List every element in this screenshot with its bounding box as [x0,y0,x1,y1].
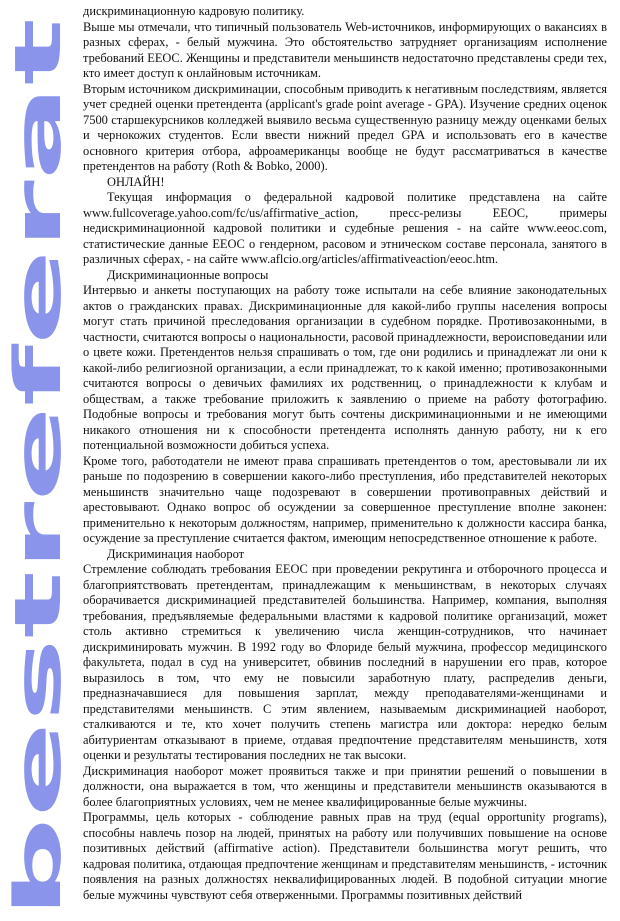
paragraph: Интервью и анкеты поступающих на работу тоже испытали на себе влияние законодательных актов о гражданских правах. Дискриминационные для какой-либо группы населения вопросы могут стать причиной преследования организации в судебном порядке. Противозаконными, в частности, считаются вопросы о национальности, расовой принадлежности, вероисповедании или о цвете кожи. Претендентов нельзя спрашивать о том, где они родились и принадлежат ли они к какой-либо религиозной организации, а если принадлежат, то к какой именно; противозаконными считаются вопросы о девичьих фамилиях их родственниц, о принадлежности к клубам и обществам, а также требование приложить к заявлению о приеме на работу фотографию. Подобные вопросы и требования могут быть сочтены дискриминационными и не имеющими никакого отношения ни к способности претендента исполнять данную работу, ни к его потенциальной возможности добиться успеха. [83,283,607,452]
watermark-logo [2,0,76,921]
paragraph: Выше мы отмечали, что типичный пользователь Web-источников, информирующих о вакансиях в разных сферах, - белый мужчина. Это обстоятельство затрудняет организациям исполнение требований EEOC. Женщины и представители меньшинств недостаточно представлены среди тех, кто имеет доступ к онлайновым источникам. [83,19,607,80]
paragraph: Дискриминационные вопросы [107,267,269,282]
paragraph: Текущая информация о федеральной кадровой политике представлена на сайте www.fullcoverage.yahoo.com/fc/us/affirmative_action, пресс-релизы EEOC, примеры недискриминационной кадровой политики и судебные решения - на сайте www.eeoc.com, статистические данные EEOC о гендерном, расовом и этническом составе персонала, занятого в различных сферах, - на сайте www.aflcio.org/articles/affirmativeaction/eeoc.htm. [83,190,607,266]
watermark [2,0,76,921]
paragraph: Программы, цель которых - соблюдение равных прав на труд (equal opportunity programs), способны навлечь позор на людей, принятых на работу или получивших повышение на основе позитивных действий (affirmative action). Представители большинства могут решить, что кадровая политика, отдающая предпочтение женщинам и представителям меньшинств, - источник появления на разных должностях неквалифицированных людей. В подобной ситуации многие белые мужчины чувствуют себя отверженными. Программы позитивных действий [83,810,607,902]
watermark-text: bestreferat [2,508,76,918]
paragraph: Вторым источником дискриминации, способным приводить к негативным последствиям, является учет средней оценки претендента (applicant's grade point average - GPA). Изучение средних оценок 7500 старшекурсников колледжей выявило весьма существенную разницу между оценками белых и чернокожих студентов. Если ввести нижний предел GPA и использовать его в качестве основного критерия отбора, афроамериканцы вообще не будут рассматриваться в качестве претендентов на работу (Roth & Bobko, 2000). [83,81,607,173]
paragraph: Дискриминация наоборот [107,546,245,561]
paragraph: ОНЛАЙН! [107,174,165,189]
paragraph: Кроме того, работодатели не имеют права спрашивать претендентов о том, арестовывали ли их раньше по подозрению в совершении какого-либо преступления, ибо представителей некоторых меньшинств значительно чаще подозревают в совершении противоправных действий и арестовывают. Однако вопрос об осуждении за совершенное преступление вполне законен: применительно к некоторым должностям, например, применительно к должности кассира банка, осуждение за преступление считается фактом, имеющим непосредственное отношение к работе. [83,453,607,545]
paragraph: Дискриминация наоборот может проявиться также и при принятии решений о повышении в должности, она выражается в том, что женщины и представители меньшинств оказываются в более благоприятных условиях, чем не менее квалифицированные белые мужчины. [83,763,607,809]
paragraph: Стремление соблюдать требования EEOC при проведении рекрутинга и отборочного процесса и благоприятствовать претендентам, принадлежащим к меньшинствам, в некоторых случаях оборачивается дискриминацией представителей большинства. Например, компания, выполняя требования, предъявляемые федеральными властями к кадровой политике организаций, может столь активно стремиться к увеличению числа женщин-сотрудников, что начинает дискриминировать мужчин. В 1992 году во Флориде белый мужчина, профессор медицинского факультета, подал в суд на университет, обвинив последний в нарушении его прав, которое выразилось в том, что ему не повысили заработную плату, распределив деньги, предназначавшиеся для повышения зарплат, между преподавателями-женщинами и представителями меньшинств. С этим явлением, называемым дискриминацией наоборот, сталкиваются и те, кто хочет получить степень магистра или доктора: нередко белым абитуриентам отказывают в приеме, отдавая предпочтение представителям меньшинств, хотя оценки и результаты тестирования последних не так высоки. [83,562,607,762]
document-page [83,4,607,903]
paragraph: дискриминационную кадровую политику. [83,4,305,18]
